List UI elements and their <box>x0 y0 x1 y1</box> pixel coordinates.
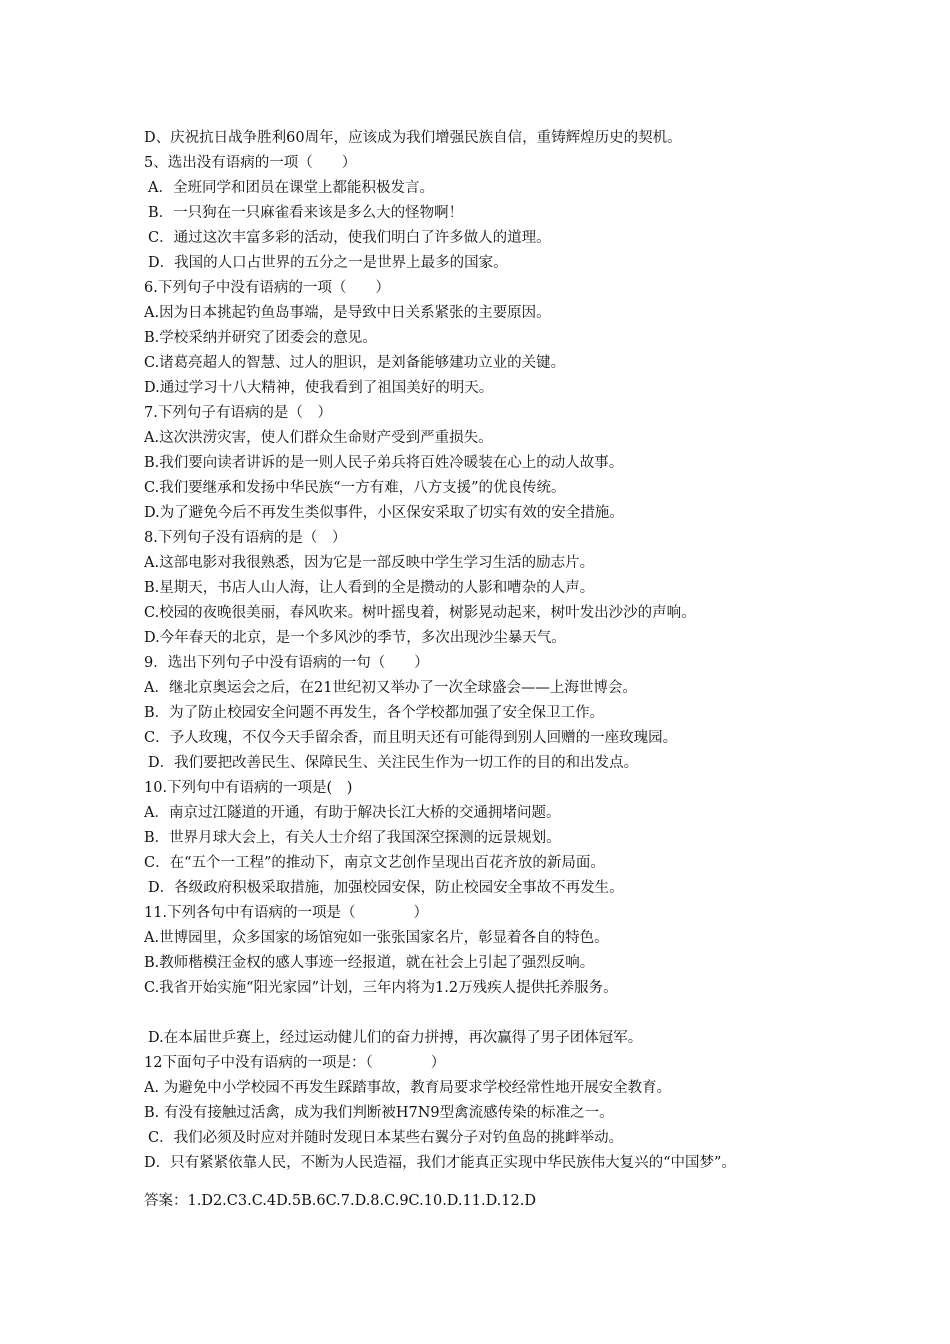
option-line: D.在本届世乒赛上，经过运动健儿们的奋力拼搏，再次赢得了男子团体冠军。 <box>148 1030 643 1046</box>
option-line: A.这次洪涝灾害，使人们群众生命财产受到严重损失。 <box>144 430 493 446</box>
option-line: C．予人玫瑰，不仅今天手留余香，而且明天还有可能得到别人回赠的一座玫瑰园。 <box>144 730 678 746</box>
question-line: 9．选出下列句子中没有语病的一句（ ） <box>144 655 429 671</box>
option-line: B.学校采纳并研究了团委会的意见。 <box>144 330 377 346</box>
question-line: 8.下列句子没有语病的是（ ） <box>144 530 347 546</box>
option-line: C.诸葛亮超人的智慧、过人的胆识，是刘备能够建功立业的关键。 <box>144 355 566 371</box>
option-line: D.今年春天的北京，是一个多风沙的季节，多次出现沙尘暴天气。 <box>144 630 566 646</box>
option-line: B.星期天，书店人山人海，让人看到的全是攒动的人影和嘈杂的人声。 <box>144 580 595 596</box>
option-line: B.教师楷模汪金权的感人事迹一经报道，就在社会上引起了强烈反响。 <box>144 955 595 971</box>
option-line: C.我们要继承和发扬中华民族“一方有难，八方支援”的优良传统。 <box>144 480 566 496</box>
option-line: D．我国的人口占世界的五分之一是世界上最多的国家。 <box>148 255 508 271</box>
option-line: A．南京过江隧道的开通，有助于解决长江大桥的交通拥堵问题。 <box>144 805 561 821</box>
option-line: D.为了避免今后不再发生类似事件，小区保安采取了切实有效的安全措施。 <box>144 505 624 521</box>
option-line: C．我们必须及时应对并随时发现日本某些右翼分子对钓鱼岛的挑衅举动。 <box>148 1130 624 1146</box>
question-line: 12下面句子中没有语病的一项是：（ ） <box>144 1055 446 1071</box>
option-line: C．在“五个一工程”的推动下，南京文艺创作呈现出百花齐放的新局面。 <box>144 855 605 871</box>
question-line: 6.下列句子中没有语病的一项（ ） <box>144 280 390 296</box>
option-line: B．为了防止校园安全问题不再发生，各个学校都加强了安全保卫工作。 <box>144 705 605 721</box>
option-line: A.因为日本挑起钓鱼岛事端，是导致中日关系紧张的主要原因。 <box>144 305 551 321</box>
answer-key: 答案：1.D2.C3.C.4D.5B.6C.7.D.8.C.9C.10.D.11.D.12.D <box>144 1193 536 1209</box>
option-line: C．通过这次丰富多彩的活动，使我们明白了许多做人的道理。 <box>148 230 551 246</box>
option-line: A. 为避免中小学校园不再发生踩踏事故，教育局要求学校经常性地开展安全教育。 <box>144 1080 672 1096</box>
option-line: B.我们要向读者讲诉的是一则人民子弟兵将百姓冷暖装在心上的动人故事。 <box>144 455 624 471</box>
option-line: D．各级政府积极采取措施，加强校园安保，防止校园安全事故不再发生。 <box>148 880 624 896</box>
option-line: C.校园的夜晚很美丽，春风吹来。树叶摇曳着，树影晃动起来，树叶发出沙沙的声响。 <box>144 605 696 621</box>
option-line: B．一只狗在一只麻雀看来该是多么大的怪物啊！ <box>148 205 464 221</box>
option-line: B．世界月球大会上，有关人士介绍了我国深空探测的远景规划。 <box>144 830 561 846</box>
option-line: A.这部电影对我很熟悉，因为它是一部反映中学生学习生活的励志片。 <box>144 555 595 571</box>
question-line: 11.下列各句中有语病的一项是（ ） <box>144 905 429 921</box>
question-line: 5、选出没有语病的一项（ ） <box>144 155 357 171</box>
option-line: B. 有没有接触过活禽，成为我们判断被H7N9型禽流感传染的标准之一。 <box>144 1105 614 1121</box>
question-line: 7.下列句子有语病的是（ ） <box>144 405 332 421</box>
document-body <box>144 126 864 1214</box>
option-line: D、庆祝抗日战争胜利60周年，应该成为我们增强民族自信，重铸辉煌历史的契机。 <box>144 130 682 146</box>
option-line: D.通过学习十八大精神，使我看到了祖国美好的明天。 <box>144 380 494 396</box>
option-line: A．继北京奥运会之后，在21世纪初又举办了一次全球盛会——上海世博会。 <box>144 680 637 696</box>
option-line: C.我省开始实施“阳光家园”计划，三年内将为1.2万残疾人提供托养服务。 <box>144 980 618 996</box>
option-line: D．只有紧紧依靠人民，不断为人民造福，我们才能真正实现中华民族伟大复兴的“中国梦”。 <box>144 1155 736 1171</box>
option-line: A．全班同学和团员在课堂上都能积极发言。 <box>148 180 434 196</box>
option-line: D．我们要把改善民生、保障民生、关注民生作为一切工作的目的和出发点。 <box>148 755 639 771</box>
question-line: 10.下列句中有语病的一项是( ) <box>144 780 353 796</box>
option-line: A.世博园里，众多国家的场馆宛如一张张国家名片，彰显着各自的特色。 <box>144 930 609 946</box>
blank-line <box>144 1001 864 1026</box>
